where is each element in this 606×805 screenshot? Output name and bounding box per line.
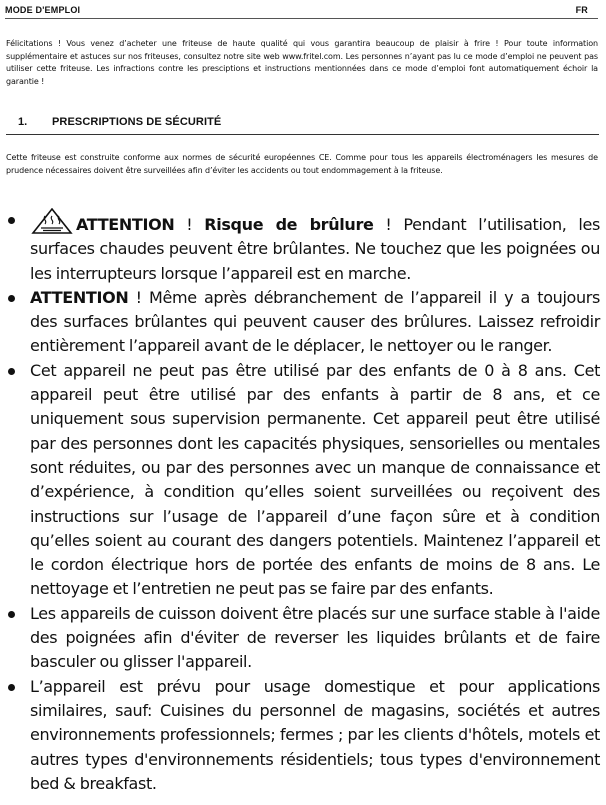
list-item: [0, 675, 600, 796]
bullet-dot: [8, 368, 15, 375]
section-title: PRESCRIPTIONS DE SÉCURITÉ: [52, 116, 222, 128]
bullet-dot: [8, 295, 15, 302]
separator-text: !: [174, 215, 205, 234]
burn-risk-label: Risque de brûlure: [204, 215, 374, 234]
document-header: [5, 5, 598, 19]
list-item: [0, 359, 600, 602]
bullet-text: Cet appareil ne peut pas être utilisé par des enfants de 0 à 8 ans. Cet appareil peut être utilisé par des enfants à partir de 8 ans, et ce uniquement sous supervision permanente. Cet appareil peut être utilisé par des personnes dont les capacités physiques, sensorielles ou mentales sont réduites, ou par des personnes avec un manque de connaissance et d’expérience, à condition qu’elles soient surveillées ou reçoivent des instructions sur l’usage de l’appareil d’une façon sûre et à condition qu’elles soient au courant des dangers potentiels. Maintenez l’appareil et le cordon électrique hors de portée des enfants de moins de 8 ans. Le nettoyage et l’entretien ne peut pas se faire par des enfants.: [30, 360, 600, 599]
section-heading: [6, 114, 599, 135]
language-code: FR: [575, 5, 588, 15]
bullet-text: Les appareils de cuisson doivent être placés sur une surface stable à l'aide des poignées afin d'éviter de reverser les liquides brûlants et de faire basculer ou glisser l'appareil.: [30, 603, 600, 672]
bullet-dot: [8, 217, 15, 224]
bullet-dot: [8, 684, 15, 691]
bullet-text: ! Même après débranchement de l’appareil il y a toujours des surfaces brûlantes qui peuvent causer des brûlures. Laissez refroidir entièrement l’appareil avant de le déplacer, le nettoyer ou le ranger.: [30, 287, 600, 356]
intro-paragraph: Félicitations ! Vous venez d’acheter une friteuse de haute qualité qui vous garantira beaucoup de plaisir à frire ! Pour toute information supplémentaire et astuces sur nos friteuses, consultez notre site web www.fritel.com. Les personnes n’ayant pas lu ce mode d’emploi ne peuvent pas utiliser cette friteuse. Les infractions contre les presciptions et instructions mentionnées dans ce mode d’emploi font automatiquement échoir la garantie !: [6, 39, 598, 86]
bullet-text: ! Pendant l’utilisation, les surfaces chaudes peuvent être brûlantes. Ne touchez que les poignées ou les interrupteurs lorsque l’appareil est en marche.: [30, 215, 600, 283]
bullet-dot: [8, 611, 15, 618]
section-intro-paragraph: Cette friteuse est construite conforme aux normes de sécurité européennes CE. Comme pour tous les appareils électroménagers les mesures de prudence nécessaires doivent être surveillées afin d’éviter les accidents ou tout endommagement à la friteuse.: [6, 153, 598, 175]
list-item: [0, 602, 600, 675]
list-item: [0, 208, 600, 286]
attention-label: ATTENTION: [76, 215, 175, 234]
safety-bullet-list: [0, 208, 600, 796]
attention-label: ATTENTION: [30, 287, 129, 307]
bullet-text: L’appareil est prévu pour usage domestique et pour applications similaires, sauf: Cuisines du personnel de magasins, sociétés et autres environnements professionnels; fermes ; par les clients d'hôtels, motels et autres types d'environnements résidentiels; tous types d'environnement bed & breakfast.: [30, 676, 600, 793]
section-number: 1.: [18, 116, 28, 128]
hot-surface-warning-icon: [30, 208, 74, 234]
document-title: MODE D'EMPLOI: [5, 5, 81, 15]
list-item: [0, 286, 600, 359]
